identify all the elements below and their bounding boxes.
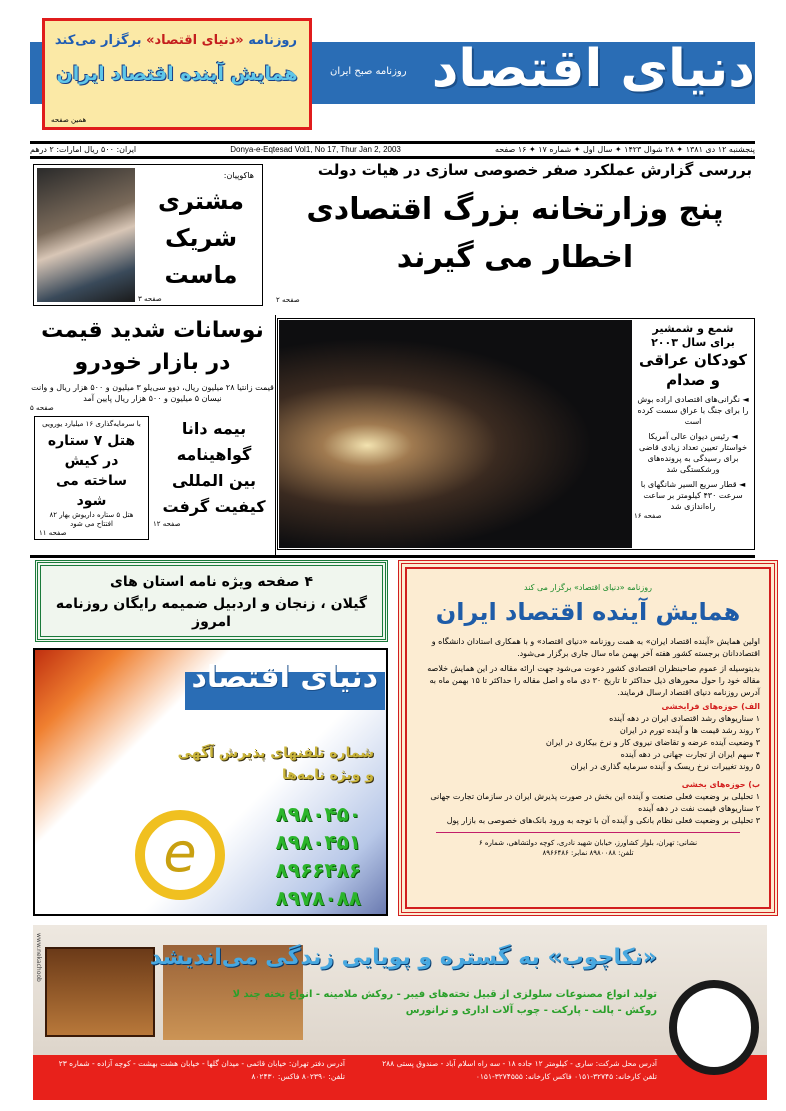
list-item: ۱ سناریوهای رشد اقتصادی ایران در دهه آینده: [609, 714, 760, 723]
ad-title: شماره تلفنهای پذیرش آگهی و ویژه نامه‌ها: [177, 745, 374, 783]
page-ref: صفحه ۱۶: [634, 512, 662, 520]
list-item: ۲ روند رشد قیمت ها و آینده تورم در ایران: [619, 726, 760, 735]
car-story[interactable]: [30, 315, 275, 413]
newspaper-logo[interactable]: دنیای اقتصاد: [431, 39, 755, 99]
lower-stories: [30, 416, 275, 540]
office-address: آدرس دفتر تهران: خیابان قائمی - میدان گلها - خیابان هشت بهشت - کوچه آزاده - شماره ۲۳ تلفن: ۸۰۲۳۹۰ فاکس: ۸۰۲۴۳۰: [58, 1059, 345, 1081]
dateline: پنجشنبه ۱۲ دی ۱۳۸۱ ✦ ۲۸ شوال ۱۴۲۳ ✦ سال اول ✦ شماره ۱۷ ✦ ۱۶ صفحه: [494, 145, 755, 154]
phones: تلفن: ۸۹۸۰۰۸۸ نمابر: ۸۹۶۶۴۸۶: [542, 849, 634, 857]
page-ref: صفحه ۱۲: [153, 520, 181, 528]
headline: هتل ۷ ستاره در کیش ساخته می شود: [47, 433, 136, 509]
kicker: هاکوپیان:: [223, 171, 254, 180]
ad-products: تولید انواع مصنوعات سلولزی از قبیل تخته‌های فیبر - روکش ملامینه - انواع تخته چند لا روکش - پالت - پارکت - چوب آلات اداری و ترانورس: [232, 989, 657, 1016]
iraq-story[interactable]: [277, 318, 755, 550]
divider: [436, 832, 740, 833]
section-heading: الف) حوزه‌های فرابخشی: [661, 702, 760, 711]
page-ref: صفحه ۲: [276, 296, 300, 304]
portrait-photo: [37, 168, 135, 302]
e-gear-icon: e: [135, 810, 225, 900]
list-item: ۵ روند تغییرات نرخ ریسک و آینده سرمایه گذاری در ایران: [570, 762, 760, 771]
tree-logo-icon: [669, 980, 759, 1075]
paragraph: اولین همایش «آینده اقتصاد ایران» به همت روزنامه «دنیای اقتصاد» و با همکاری استادان دانشگاه و اقتصاددانان برجسته کشور هفته آخر بهمن ماه سال جاری برگزار می‌شود.: [431, 637, 760, 658]
english-dateline: Donya-e-Eqtesad Vol1, No 17, Thur Jan 2, 2003: [230, 145, 401, 154]
nekachoob-ad[interactable]: [33, 925, 767, 1100]
list-item: ۲ سناریوهای قیمت نفت در دهه آینده: [638, 804, 760, 813]
list-item: ۴ سهم ایران از تجارت جهانی در دهه آینده: [620, 750, 760, 759]
column-rule: [275, 315, 276, 555]
saddam-candle-photo: [279, 320, 632, 548]
divider: [30, 141, 755, 144]
kicker: با سرمایه‌گذاری ۱۶ میلیارد یورویی: [42, 420, 141, 428]
list-item: ۱ تحلیلی بر وضعیت فعلی صنعت و آینده این بخش در صورت پذیرش ایران در سازمان تجارت جهانی: [430, 792, 760, 801]
page-ref: صفحه ۱۱: [39, 529, 67, 537]
list-item: ۳ وضعیت آینده عرضه و تقاضای نیروی کار و نرخ بیکاری در ایران: [545, 738, 760, 747]
paragraph: بدینوسیله از عموم صاحبنظران اقتصادی کشور دعوت می‌شود جهت ارائه مقاله در این همایش خلاصه مقاله خود را حول محورهای ذیل حداکثر تا تاریخ ۳۰ دی ماه و اصل مقاله را حداکثر تا ۱۵ بهمن ماه به آدرس روزنامه دنیای اقتصاد ارسال فرمایند.: [427, 664, 760, 697]
hotel-story[interactable]: [34, 416, 149, 540]
divider: [30, 156, 755, 159]
bullet: ◄ رئیس دیوان عالی آمریکا خواستار تعیین تعداد زیادی قاضی برای رسیدگی به پرونده‌های ورشکستگی شد: [638, 432, 748, 474]
bullet: ◄ نگرانی‌های اقتصادی اراده بوش را برای جنگ با عراق سست کرده است: [637, 395, 749, 426]
ad-headline: «نکاچوب» به گستره و پویایی زندگی می‌اندیشد: [149, 945, 657, 970]
iraq-text: شمع و شمشیر برای سال ۲۰۰۳ کودکان عراقی و صدام ◄ نگرانی‌های اقتصادی اراده بوش را برای جنگ با عراق سست کرده است ◄ رئیس دیوان عالی آمریکا خواستار تعیین تعداد زیادی قاضی برای رسیدگی به پرونده‌های ورشکستگی شد ◄ قطار سریع السیر شانگهای با سرعت ۴۳۰ کیلومتر بر ساعت راه‌اندازی شد صفحه ۱۶: [634, 322, 752, 521]
title: همایش آینده اقتصاد ایران: [435, 598, 741, 626]
left-column: [30, 315, 275, 555]
insurance-story[interactable]: بیمه دانا گواهینامه بین المللی کیفیت گرفت صفحه ۱۲: [153, 416, 275, 529]
list-item: ۳ تحلیلی بر وضعیت فعلی نظام بانکی و آینده آن با توجه به ورود بانک‌های خصوصی به بازار پول: [446, 816, 760, 825]
phone-numbers: ۸۹۸۰۴۵۰ ۸۹۸۰۴۵۱ ۸۹۶۶۴۸۶ ۸۹۷۸۰۸۸: [275, 802, 361, 910]
page-ref: صفحه ۵: [30, 404, 54, 412]
tagline: روزنامه صبح ایران: [330, 66, 407, 77]
factory-address: آدرس محل شرکت: ساری - کیلومتر ۱۲ جاده ۱۸ - سه راه اسلام آباد - صندوق پستی ۲۸۸ تلفن کارخانه: ۳۲۷۴۵-۰۱۵۱ فاکس کارخانه: ۳۲۷۴۵۵۵-۰۱۵۱: [382, 1059, 657, 1081]
supplement-notice[interactable]: ۴ صفحه ویژه نامه استان های گیلان ، زنجان و اردبیل ضمیمه رایگان روزنامه امروز: [35, 560, 388, 642]
bullet: ◄ قطار سریع السیر شانگهای با سرعت ۴۳۰ کیلومتر بر ساعت راه‌اندازی شد: [640, 480, 746, 511]
conference-announcement[interactable]: [398, 560, 778, 916]
promo-paper-name: «دنیای اقتصاد»: [146, 33, 244, 48]
summary: هتل ۵ ستاره داریوش بهار ۸۲ افتتاح می شود: [49, 511, 134, 528]
promo-title: همایش آینده اقتصاد ایران: [56, 63, 298, 85]
desk-image: [45, 947, 155, 1037]
summary: قیمت زانتیا ۲۸ میلیون ریال، دوو سی‌یلو ۳ میلیون و ۵۰۰ هزار ریال و وانت نیسان ۵ میلیون و ۵۰۰ هزار ریال پایین آمد: [31, 383, 274, 403]
website[interactable]: www.nekachoob: [35, 933, 42, 982]
promo-text: روزنامه: [243, 33, 297, 48]
kicker: روزنامه «دنیای اقتصاد» برگزار می کند: [524, 583, 652, 592]
lead-kicker: بررسی گزارش عملکرد صفر خصوصی سازی در هیات دولت: [317, 161, 753, 179]
address: نشانی: تهران، بلوار کشاورز، خیابان شهید نادری، کوچه دولتشاهی، شماره ۶: [478, 839, 698, 847]
headline: نوسانات شدید قیمت: [41, 318, 264, 343]
page-ref: همین صفحه: [51, 116, 87, 124]
headline: مشتری شریک ماست: [157, 187, 244, 289]
dateline-bar: [30, 145, 755, 154]
divider: [30, 555, 755, 558]
conference-promo[interactable]: [42, 18, 312, 130]
ad-logo: دنیای اقتصاد: [191, 660, 378, 695]
lead-headline: اخطار می گیرند: [396, 240, 634, 275]
side-story[interactable]: [33, 164, 263, 306]
lead-story[interactable]: [275, 160, 755, 282]
headline: در بازار خودرو: [74, 350, 231, 375]
price: ایران: ۵۰۰ ریال امارات: ۲ درهم: [30, 145, 137, 154]
lead-headline: پنج وزارتخانه بزرگ اقتصادی: [306, 192, 724, 227]
advertising-phones-ad[interactable]: [33, 648, 388, 916]
section-heading: ب) حوزه‌های بخشی: [681, 780, 760, 789]
page-ref: صفحه ۳: [138, 295, 162, 303]
promo-text: برگزار می‌کند: [54, 33, 147, 48]
